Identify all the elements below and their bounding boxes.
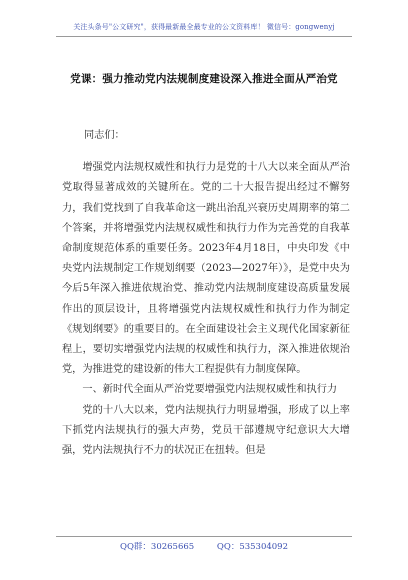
footer-qq-group: QQ群：30265665	[119, 542, 195, 552]
footer-note	[0, 540, 408, 552]
section-paragraph: 党的十八大以来，党内法规执行力明显增强，形成了以上率下抓党内法规执行的强大声势，党员干部遵规守纪意识大大增强，党内法规执行不力的状况正在扭转。但是	[62, 404, 350, 457]
footer-qq: QQ：535304092	[216, 542, 288, 552]
body-paragraph: 增强党内法规权威性和执行力是党的十八大以来全面从严治党取得显著成效的关键所在。党的二十大报告提出经过不懈努力，我们党找到了自我革命这一跳出治乱兴衰历史周期率的第二个答案，并将增强党内法规权威性和执行力作为完善党的自我革命制度规范体系的重要任务。2023年4月18日，中央印发《中央党内法规制定工作规划纲要（2023—2027年）》，是党中央为今后5年深入推进依规治党、推动党内法规制度建设高质量发展作出的顶层设计，且将增强党内法规权威性和执行力作为制定《规划纲要》的重要目的。在全面建设社会主义现代化国家新征程上，要切实增强党内法规的权威性和执行力，深入推进依规治党，为推进党的建设新的伟大工程提供有力制度保障。	[62, 162, 350, 376]
document-body	[62, 126, 350, 461]
greeting: 同志们：	[84, 130, 125, 141]
header-divider	[56, 36, 352, 37]
document-title: 党课：强力推动党内法规制度建设深入推进全面从严治党	[70, 73, 338, 85]
section-heading: 一、新时代全面从严治党要增强党内法规权威性和执行力	[82, 384, 338, 396]
header-note: 关注头条号"公文研究"，获得最新最全最专业的公文资料库！ 微信号：gongwenyj	[73, 23, 335, 31]
footer-divider	[56, 536, 352, 537]
